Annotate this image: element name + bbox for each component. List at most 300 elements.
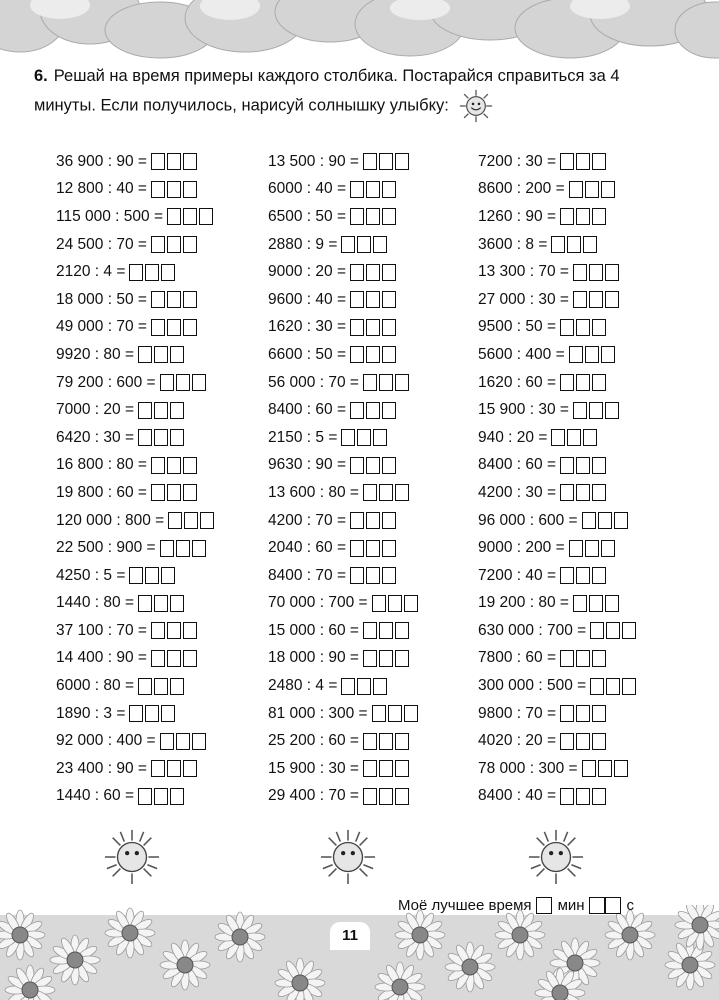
answer-digit-box[interactable] <box>560 733 574 750</box>
answer-digit-box[interactable] <box>585 346 599 363</box>
example-row <box>478 727 638 755</box>
answer-digit-box[interactable] <box>372 705 386 722</box>
example-row <box>56 479 216 507</box>
answer-digit-box[interactable] <box>170 595 184 612</box>
answer-digit-box[interactable] <box>576 374 590 391</box>
example-expression: 15 000 : 60 = <box>268 621 359 639</box>
answer-digit-box[interactable] <box>154 346 168 363</box>
answer-digit-box[interactable] <box>192 374 206 391</box>
example-expression: 7000 : 20 = <box>56 401 134 419</box>
answer-digit-box[interactable] <box>183 457 197 474</box>
example-row <box>56 645 216 673</box>
answer-boxes <box>560 567 608 584</box>
answer-digit-box[interactable] <box>129 264 143 281</box>
answer-digit-box[interactable] <box>363 650 377 667</box>
answer-digit-box[interactable] <box>138 788 152 805</box>
example-row <box>268 286 420 314</box>
answer-digit-box[interactable] <box>382 512 396 529</box>
answer-digit-box[interactable] <box>192 733 206 750</box>
answer-digit-box[interactable] <box>379 484 393 501</box>
examples-column-3 <box>478 148 638 810</box>
answer-digit-box[interactable] <box>592 733 606 750</box>
example-row <box>56 176 216 204</box>
answer-digit-box[interactable] <box>592 788 606 805</box>
answer-digit-box[interactable] <box>154 595 168 612</box>
answer-digit-box[interactable] <box>151 484 165 501</box>
answer-digit-box[interactable] <box>576 567 590 584</box>
answer-digit-box[interactable] <box>379 650 393 667</box>
answer-digit-box[interactable] <box>372 595 386 612</box>
answer-digit-box[interactable] <box>382 457 396 474</box>
sun-icon[interactable] <box>319 828 377 886</box>
answer-digit-box[interactable] <box>592 457 606 474</box>
answer-digit-box[interactable] <box>366 181 380 198</box>
answer-digit-box[interactable] <box>567 429 581 446</box>
example-row <box>478 562 638 590</box>
example-row <box>268 258 420 286</box>
answer-digit-box[interactable] <box>576 705 590 722</box>
example-row <box>56 452 216 480</box>
answer-digit-box[interactable] <box>576 208 590 225</box>
answer-digit-box[interactable] <box>160 374 174 391</box>
answer-digit-box[interactable] <box>395 622 409 639</box>
seconds-box[interactable] <box>589 897 605 914</box>
answer-digit-box[interactable] <box>382 540 396 557</box>
answer-digit-box[interactable] <box>192 540 206 557</box>
answer-digit-box[interactable] <box>170 678 184 695</box>
answer-digit-box[interactable] <box>606 622 620 639</box>
answer-boxes <box>168 512 216 529</box>
answer-digit-box[interactable] <box>576 650 590 667</box>
answer-digit-box[interactable] <box>569 346 583 363</box>
answer-digit-box[interactable] <box>350 264 364 281</box>
answer-digit-box[interactable] <box>183 236 197 253</box>
answer-digit-box[interactable] <box>395 650 409 667</box>
answer-digit-box[interactable] <box>373 678 387 695</box>
answer-boxes <box>341 429 389 446</box>
answer-digit-box[interactable] <box>151 650 165 667</box>
answer-digit-box[interactable] <box>183 319 197 336</box>
answer-boxes <box>151 153 199 170</box>
answer-digit-box[interactable] <box>167 650 181 667</box>
example-expression: 2150 : 5 = <box>268 428 338 446</box>
answer-digit-box[interactable] <box>357 678 371 695</box>
answer-digit-box[interactable] <box>382 181 396 198</box>
answer-digit-box[interactable] <box>167 622 181 639</box>
answer-digit-box[interactable] <box>170 429 184 446</box>
answer-digit-box[interactable] <box>366 264 380 281</box>
answer-digit-box[interactable] <box>183 622 197 639</box>
example-row <box>56 203 216 231</box>
answer-digit-box[interactable] <box>589 402 603 419</box>
answer-digit-box[interactable] <box>154 402 168 419</box>
answer-digit-box[interactable] <box>167 181 181 198</box>
example-expression: 6600 : 50 = <box>268 345 346 363</box>
answer-boxes <box>350 540 398 557</box>
answer-digit-box[interactable] <box>373 429 387 446</box>
sun-icon[interactable] <box>527 828 585 886</box>
answer-digit-box[interactable] <box>560 788 574 805</box>
answer-digit-box[interactable] <box>200 512 214 529</box>
answer-boxes <box>560 457 608 474</box>
sun-icon[interactable] <box>103 828 161 886</box>
answer-digit-box[interactable] <box>560 374 574 391</box>
answer-digit-box[interactable] <box>341 429 355 446</box>
answer-digit-box[interactable] <box>382 567 396 584</box>
answer-digit-box[interactable] <box>388 705 402 722</box>
answer-digit-box[interactable] <box>183 650 197 667</box>
example-row <box>478 452 638 480</box>
answer-digit-box[interactable] <box>350 457 364 474</box>
example-row <box>478 203 638 231</box>
answer-digit-box[interactable] <box>167 236 181 253</box>
answer-digit-box[interactable] <box>582 512 596 529</box>
answer-digit-box[interactable] <box>138 346 152 363</box>
answer-digit-box[interactable] <box>366 402 380 419</box>
answer-digit-box[interactable] <box>569 181 583 198</box>
answer-digit-box[interactable] <box>151 291 165 308</box>
answer-digit-box[interactable] <box>589 291 603 308</box>
answer-digit-box[interactable] <box>585 181 599 198</box>
answer-digit-box[interactable] <box>573 291 587 308</box>
answer-digit-box[interactable] <box>167 457 181 474</box>
answer-digit-box[interactable] <box>560 153 574 170</box>
answer-digit-box[interactable] <box>154 429 168 446</box>
answer-digit-box[interactable] <box>350 402 364 419</box>
answer-digit-box[interactable] <box>576 319 590 336</box>
answer-digit-box[interactable] <box>382 319 396 336</box>
answer-digit-box[interactable] <box>560 705 574 722</box>
answer-digit-box[interactable] <box>138 402 152 419</box>
answer-digit-box[interactable] <box>395 760 409 777</box>
answer-digit-box[interactable] <box>160 733 174 750</box>
answer-digit-box[interactable] <box>590 678 604 695</box>
answer-digit-box[interactable] <box>129 567 143 584</box>
answer-digit-box[interactable] <box>161 264 175 281</box>
task-text: Решай на время примеры каждого столбика. Постарайся справиться за 4 минуты. Если получилось, нарисуй солнышку улыбку: <box>34 67 620 115</box>
answer-digit-box[interactable] <box>161 705 175 722</box>
answer-digit-box[interactable] <box>366 457 380 474</box>
answer-digit-box[interactable] <box>592 650 606 667</box>
answer-digit-box[interactable] <box>560 319 574 336</box>
answer-digit-box[interactable] <box>606 678 620 695</box>
answer-digit-box[interactable] <box>605 595 619 612</box>
answer-digit-box[interactable] <box>382 291 396 308</box>
answer-digit-box[interactable] <box>560 208 574 225</box>
answer-digit-box[interactable] <box>582 760 596 777</box>
answer-digit-box[interactable] <box>183 181 197 198</box>
answer-digit-box[interactable] <box>382 402 396 419</box>
example-row <box>268 562 420 590</box>
answer-digit-box[interactable] <box>601 346 615 363</box>
answer-boxes <box>573 291 621 308</box>
answer-digit-box[interactable] <box>357 429 371 446</box>
answer-digit-box[interactable] <box>350 567 364 584</box>
answer-digit-box[interactable] <box>350 208 364 225</box>
answer-digit-box[interactable] <box>363 760 377 777</box>
answer-digit-box[interactable] <box>592 484 606 501</box>
example-row <box>56 424 216 452</box>
answer-boxes <box>363 484 411 501</box>
seconds-box[interactable] <box>605 897 621 914</box>
answer-digit-box[interactable] <box>404 595 418 612</box>
answer-boxes <box>590 622 638 639</box>
answer-digit-box[interactable] <box>363 484 377 501</box>
answer-digit-box[interactable] <box>363 733 377 750</box>
example-expression: 6500 : 50 = <box>268 207 346 225</box>
answer-digit-box[interactable] <box>379 374 393 391</box>
answer-digit-box[interactable] <box>395 484 409 501</box>
answer-digit-box[interactable] <box>176 540 190 557</box>
answer-digit-box[interactable] <box>379 153 393 170</box>
answer-digit-box[interactable] <box>366 512 380 529</box>
answer-digit-box[interactable] <box>601 181 615 198</box>
answer-boxes <box>590 678 638 695</box>
answer-digit-box[interactable] <box>363 788 377 805</box>
answer-digit-box[interactable] <box>170 346 184 363</box>
answer-digit-box[interactable] <box>366 208 380 225</box>
answer-digit-box[interactable] <box>622 678 636 695</box>
answer-digit-box[interactable] <box>176 374 190 391</box>
example-expression: 19 800 : 60 = <box>56 483 147 501</box>
answer-digit-box[interactable] <box>551 236 565 253</box>
answer-digit-box[interactable] <box>601 540 615 557</box>
answer-boxes <box>363 622 411 639</box>
answer-digit-box[interactable] <box>170 788 184 805</box>
example-expression: 8400 : 70 = <box>268 566 346 584</box>
example-row <box>56 231 216 259</box>
answer-digit-box[interactable] <box>151 153 165 170</box>
answer-digit-box[interactable] <box>176 733 190 750</box>
example-expression: 9920 : 80 = <box>56 345 134 363</box>
answer-digit-box[interactable] <box>350 319 364 336</box>
answer-digit-box[interactable] <box>350 291 364 308</box>
answer-digit-box[interactable] <box>590 622 604 639</box>
example-row <box>56 562 216 590</box>
answer-digit-box[interactable] <box>138 595 152 612</box>
answer-digit-box[interactable] <box>576 733 590 750</box>
answer-digit-box[interactable] <box>373 236 387 253</box>
answer-digit-box[interactable] <box>350 512 364 529</box>
answer-digit-box[interactable] <box>183 291 197 308</box>
example-row <box>56 617 216 645</box>
example-expression: 92 000 : 400 = <box>56 732 156 750</box>
example-row <box>56 672 216 700</box>
answer-digit-box[interactable] <box>161 567 175 584</box>
answer-digit-box[interactable] <box>350 181 364 198</box>
example-row <box>268 507 420 535</box>
answer-digit-box[interactable] <box>382 346 396 363</box>
answer-digit-box[interactable] <box>583 236 597 253</box>
answer-digit-box[interactable] <box>573 264 587 281</box>
answer-digit-box[interactable] <box>366 540 380 557</box>
example-row <box>56 783 216 811</box>
examples-column-2 <box>268 148 420 810</box>
answer-digit-box[interactable] <box>199 208 213 225</box>
answer-digit-box[interactable] <box>585 540 599 557</box>
example-expression: 37 100 : 70 = <box>56 621 147 639</box>
answer-digit-box[interactable] <box>138 429 152 446</box>
answer-digit-box[interactable] <box>379 733 393 750</box>
answer-boxes <box>560 733 608 750</box>
answer-digit-box[interactable] <box>576 484 590 501</box>
answer-digit-box[interactable] <box>560 484 574 501</box>
answer-digit-box[interactable] <box>145 264 159 281</box>
answer-boxes <box>582 512 630 529</box>
answer-digit-box[interactable] <box>573 402 587 419</box>
seconds-label: с <box>626 897 635 914</box>
answer-digit-box[interactable] <box>622 622 636 639</box>
answer-digit-box[interactable] <box>366 567 380 584</box>
answer-digit-box[interactable] <box>614 760 628 777</box>
answer-digit-box[interactable] <box>151 181 165 198</box>
answer-digit-box[interactable] <box>151 457 165 474</box>
answer-digit-box[interactable] <box>363 153 377 170</box>
answer-digit-box[interactable] <box>168 512 182 529</box>
answer-digit-box[interactable] <box>614 512 628 529</box>
example-expression: 70 000 : 700 = <box>268 594 368 612</box>
example-expression: 2480 : 4 = <box>268 677 338 695</box>
example-expression: 4250 : 5 = <box>56 566 126 584</box>
answer-digit-box[interactable] <box>154 788 168 805</box>
example-expression: 96 000 : 600 = <box>478 511 578 529</box>
answer-digit-box[interactable] <box>379 788 393 805</box>
answer-digit-box[interactable] <box>589 595 603 612</box>
answer-digit-box[interactable] <box>183 153 197 170</box>
answer-digit-box[interactable] <box>138 678 152 695</box>
answer-boxes <box>573 595 621 612</box>
answer-digit-box[interactable] <box>382 208 396 225</box>
answer-digit-box[interactable] <box>170 402 184 419</box>
answer-digit-box[interactable] <box>382 264 396 281</box>
answer-boxes <box>341 678 389 695</box>
answer-digit-box[interactable] <box>167 208 181 225</box>
answer-boxes <box>560 484 608 501</box>
example-row <box>478 507 638 535</box>
answer-digit-box[interactable] <box>592 208 606 225</box>
example-expression: 8400 : 40 = <box>478 787 556 805</box>
answer-boxes <box>138 402 186 419</box>
answer-boxes <box>560 788 608 805</box>
answer-digit-box[interactable] <box>145 705 159 722</box>
answer-digit-box[interactable] <box>598 760 612 777</box>
answer-digit-box[interactable] <box>592 567 606 584</box>
example-expression: 15 900 : 30 = <box>478 401 569 419</box>
answer-digit-box[interactable] <box>576 153 590 170</box>
answer-digit-box[interactable] <box>366 319 380 336</box>
example-expression: 9600 : 40 = <box>268 290 346 308</box>
example-row <box>268 700 420 728</box>
answer-digit-box[interactable] <box>573 595 587 612</box>
answer-boxes <box>582 760 630 777</box>
answer-digit-box[interactable] <box>395 153 409 170</box>
answer-digit-box[interactable] <box>605 264 619 281</box>
answer-digit-box[interactable] <box>592 153 606 170</box>
answer-digit-box[interactable] <box>395 374 409 391</box>
answer-digit-box[interactable] <box>592 319 606 336</box>
example-expression: 15 900 : 30 = <box>268 759 359 777</box>
answer-digit-box[interactable] <box>151 622 165 639</box>
example-expression: 56 000 : 70 = <box>268 373 359 391</box>
answer-digit-box[interactable] <box>183 208 197 225</box>
answer-digit-box[interactable] <box>592 705 606 722</box>
example-expression: 630 000 : 700 = <box>478 621 587 639</box>
answer-digit-box[interactable] <box>395 788 409 805</box>
answer-digit-box[interactable] <box>379 760 393 777</box>
answer-digit-box[interactable] <box>154 678 168 695</box>
answer-digit-box[interactable] <box>151 236 165 253</box>
answer-digit-box[interactable] <box>395 733 409 750</box>
answer-digit-box[interactable] <box>560 457 574 474</box>
answer-digit-box[interactable] <box>350 540 364 557</box>
answer-digit-box[interactable] <box>592 374 606 391</box>
answer-digit-box[interactable] <box>569 540 583 557</box>
example-row <box>478 700 638 728</box>
example-row <box>268 783 420 811</box>
answer-digit-box[interactable] <box>576 788 590 805</box>
answer-digit-box[interactable] <box>379 622 393 639</box>
answer-digit-box[interactable] <box>183 760 197 777</box>
answer-digit-box[interactable] <box>598 512 612 529</box>
answer-digit-box[interactable] <box>567 236 581 253</box>
answer-digit-box[interactable] <box>605 291 619 308</box>
answer-digit-box[interactable] <box>366 291 380 308</box>
answer-digit-box[interactable] <box>167 319 181 336</box>
answer-digit-box[interactable] <box>363 374 377 391</box>
answer-digit-box[interactable] <box>160 540 174 557</box>
example-expression: 25 200 : 60 = <box>268 732 359 750</box>
example-row <box>56 148 216 176</box>
answer-digit-box[interactable] <box>145 567 159 584</box>
answer-boxes <box>363 650 411 667</box>
answer-digit-box[interactable] <box>576 457 590 474</box>
answer-digit-box[interactable] <box>151 760 165 777</box>
answer-boxes <box>363 760 411 777</box>
answer-digit-box[interactable] <box>129 705 143 722</box>
answer-digit-box[interactable] <box>363 622 377 639</box>
answer-digit-box[interactable] <box>341 678 355 695</box>
answer-digit-box[interactable] <box>388 595 402 612</box>
minutes-box[interactable] <box>536 897 552 914</box>
answer-boxes <box>151 457 199 474</box>
answer-digit-box[interactable] <box>183 484 197 501</box>
answer-digit-box[interactable] <box>589 264 603 281</box>
answer-digit-box[interactable] <box>184 512 198 529</box>
example-expression: 1440 : 80 = <box>56 594 134 612</box>
answer-digit-box[interactable] <box>341 236 355 253</box>
answer-digit-box[interactable] <box>167 153 181 170</box>
answer-digit-box[interactable] <box>404 705 418 722</box>
answer-digit-box[interactable] <box>551 429 565 446</box>
answer-digit-box[interactable] <box>366 346 380 363</box>
best-time-label: Моё лучшее время <box>398 897 532 914</box>
answer-digit-box[interactable] <box>560 650 574 667</box>
answer-digit-box[interactable] <box>350 346 364 363</box>
example-expression: 49 000 : 70 = <box>56 318 147 336</box>
example-expression: 23 400 : 90 = <box>56 759 147 777</box>
answer-digit-box[interactable] <box>151 319 165 336</box>
answer-digit-box[interactable] <box>167 760 181 777</box>
example-expression: 8600 : 200 = <box>478 180 565 198</box>
answer-boxes <box>160 540 208 557</box>
answer-digit-box[interactable] <box>583 429 597 446</box>
example-expression: 27 000 : 30 = <box>478 290 569 308</box>
answer-digit-box[interactable] <box>560 567 574 584</box>
answer-digit-box[interactable] <box>357 236 371 253</box>
answer-digit-box[interactable] <box>605 402 619 419</box>
answer-digit-box[interactable] <box>167 484 181 501</box>
answer-digit-box[interactable] <box>167 291 181 308</box>
